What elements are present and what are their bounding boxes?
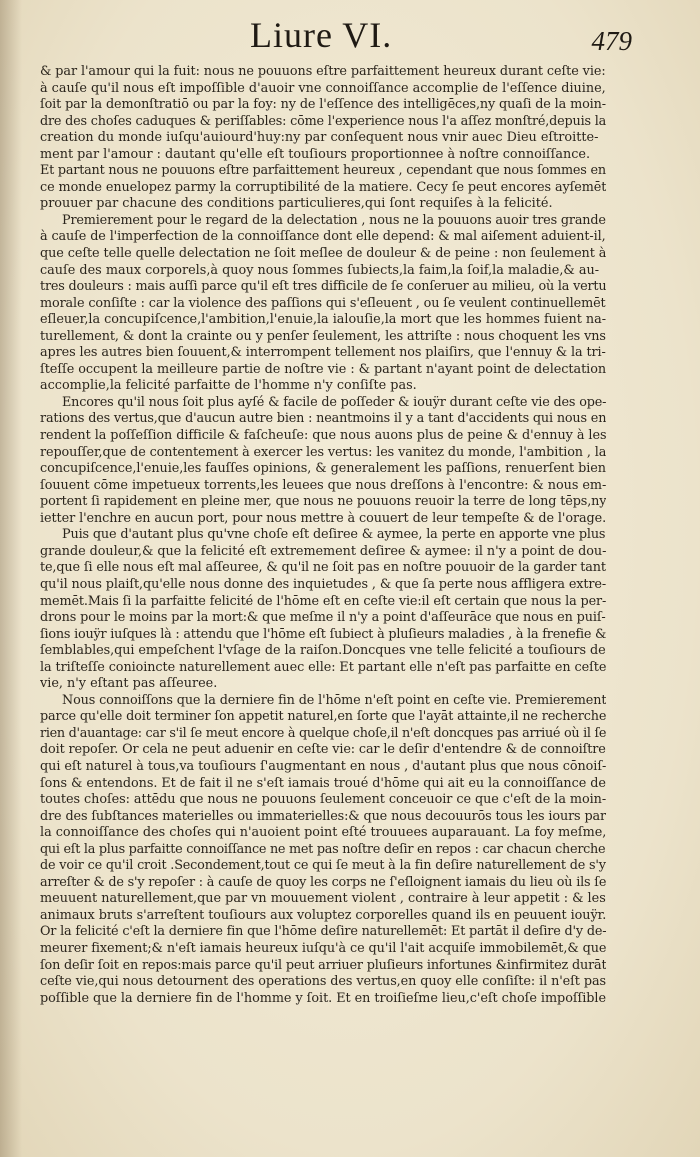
text-line: meuuent naturellement,que par vn mouuement violent , contraire à leur appetit : & les (40, 891, 606, 907)
text-line: portent ſi rapidement en pleine mer, que nous ne pouuons reuoir la terre de long tēps,ny (40, 494, 606, 510)
text-line: repouſſer,que de contentement à exercer les vertus: les vanitez du monde, l'ambition , la (40, 444, 606, 460)
text-line: Et partant nous ne pouuons eſtre parfaittement heureux , cependant que nous ſommes en (40, 163, 606, 179)
text-line: rendent la poſſeſſion difficile & faſcheuſe: que nous auons plus de peine & d'ennuy à les (40, 428, 606, 444)
text-line: eſleuer,la concupiſcence,l'ambition,l'enuie,la ialouſie,la mort que les hommes fuient na- (40, 312, 606, 328)
text-line: doit repoſer. Or cela ne peut aduenir en ceſte vie: car le deſir d'entendre & de connoiſtre (40, 742, 606, 758)
text-line: Puis que d'autant plus qu'vne choſe eſt deſiree & aymee, la perte en apporte vne plus (62, 527, 606, 543)
text-line: prouuer par chacune des conditions particulieres,qui ſont requiſes à la felicité. (40, 196, 553, 212)
text-line: Premierement pour le regard de la delectation , nous ne la pouuons auoir tres grande (62, 212, 606, 228)
text-line: qu'il nous plaiſt,qu'elle nous donne des inquietudes , & que ſa perte nous affligera extre- (40, 576, 606, 592)
text-line: concupiſcence,l'enuie,les fauſſes opinions, & generalement les paſſions, renuerſent bien (40, 461, 606, 477)
text-line: animaux bruts s'arreſtent touſiours aux voluptez corporelles quand ils en peuuent iouÿr. (40, 907, 606, 923)
text-line: ſon deſir ſoit en repos:mais parce qu'il peut arriuer pluſieurs infortunes &infirmitez durāt (40, 957, 606, 973)
page-header (0, 6, 700, 66)
text-line: ſions iouÿr iuſques là : attendu que l'hōme eſt ſubiect à pluſieurs maladies , à la frenefie & (40, 626, 606, 642)
body-text (40, 64, 606, 1007)
text-line: ietter l'enchre en aucun port, pour nous mettre à couuert de leur tempeſte & de l'orage. (40, 510, 606, 526)
running-title: Liure VI. (250, 15, 393, 55)
text-line: & par l'amour qui la fuit: nous ne pouuons eſtre parfaittement heureux durant ceſte vie: (40, 64, 606, 79)
text-line: apres les autres bien ſouuent,& interrompent tellement nos plaiſirs, que l'ennuy & la tri- (40, 345, 606, 361)
text-line: qui eſt naturel à tous,va touſiours ſ'augmentant en nous , d'autant plus que nous cōnoiſ- (40, 758, 606, 774)
text-line: poſſible que la derniere fin de l'homme y ſoit. Et en troiſieſme lieu,c'eſt choſe impoſſible (40, 990, 606, 1006)
text-line: meurer fixement;& n'eſt iamais heureux iuſqu'à ce qu'il l'ait acquiſe immobilemēt,& que (40, 940, 606, 956)
text-line: la triſteſſe conioincte naturellement auec elle: Et partant elle n'eſt pas parfaitte en ceſte (40, 659, 606, 675)
text-line: la connoiſſance des choſes qui n'auoient point eſté trouuees auparauant. La foy meſme, (40, 825, 606, 841)
text-line: rations des vertus,que d'aucun autre bien : neantmoins il y a tant d'accidents qui nous en (40, 411, 606, 427)
text-line: drons pour le moins par la mort:& que meſme il n'y a point d'aſſeurāce que nous en puiſ- (40, 610, 606, 626)
text-line: creation du monde iuſqu'auiourd'huy:ny par conſequent nous vnir auec Dieu eſtroitte- (40, 130, 599, 146)
text-line: à cauſe de l'imperfection de la connoiſſance dont elle depend: & mal aiſement aduient-il, (40, 229, 606, 245)
text-line: qui eſt la plus parfaitte connoiſſance ne met pas noſtre deſir en repos : car chacun cherche (40, 841, 606, 857)
text-line: rien d'auantage: car s'il ſe meut encore à quelque choſe,il n'eſt doncques pas arriué où il ſe (40, 725, 606, 741)
text-line: dre des choſes caduques & periſſables: cōme l'experience nous l'a aſſez monſtré,depuis la (40, 113, 606, 129)
text-line: vie, n'y eſtant pas aſſeuree. (40, 676, 218, 692)
text-line: ſouuent cōme impetueux torrents,les leuees que nous dreſſons à l'encontre: & nous em- (40, 477, 606, 493)
text-line: ſteſſe occupent la meilleure partie de noſtre vie : & partant n'ayant point de delectation (40, 361, 606, 377)
text-line: ce monde enuelopez parmy la corruptibilité de la matiere. Cecy ſe peut encores ayſemēt (40, 179, 606, 195)
text-line: arreſter & de s'y repoſer : à cauſe de quoy les corps ne ſ'eſloignent iamais du lieu où ils ſe (40, 874, 606, 890)
text-line: que ceſte telle quelle delectation ne ſoit meſlee de douleur & de peine : non ſeulement à (40, 246, 606, 262)
text-line: cauſe des maux corporels,à quoy nous ſommes ſubiects,la faim,la ſoif,la maladie,& au- (40, 262, 600, 278)
text-line: morale conſiſte : car la violence des paſſions qui s'eſleuent , ou ſe veulent continuellemēt (40, 295, 606, 311)
binding-shadow (0, 0, 22, 1157)
page-number: 479 (591, 26, 632, 56)
text-line: Encores qu'il nous ſoit plus ayſé & facile de poſſeder & iouÿr durant ceſte vie des ope- (62, 394, 606, 410)
text-line: grande douleur,& que la felicité eſt extremement deſiree & aymee: il n'y a point de dou- (40, 543, 606, 559)
text-line: te,que ſi elle nous eſt mal aſſeuree, & qu'il ne ſoit pas en noſtre pouuoir de la garder tant (40, 560, 606, 576)
text-line: ſoit par la demonſtratiō ou par la foy: ny de l'eſſence des intelligēces,ny quaſi de la moin- (40, 97, 606, 113)
text-line: ceſte vie,qui nous detournent des operations des vertus,en quoy elle conſiſte: il n'eſt pas (40, 974, 606, 990)
text-line: parce qu'elle doit terminer ſon appetit naturel,en ſorte que l'ayāt attainte,il ne recherche (40, 709, 606, 725)
text-line: ment par l'amour : dautant qu'elle eſt touſiours proportionnee à noſtre connoiſſance. (40, 146, 591, 162)
text-line: de voir ce qu'il croit .Secondement,tout ce qui ſe meut à la fin deſire naturellement de s'y (40, 858, 606, 874)
text-line: turellement, & dont la crainte ou y penſer ſeulement, les attriſte : nous choquent les vns (40, 328, 606, 344)
text-line: toutes choſes: attēdu que nous ne pouuons ſeulement conceuoir ce que c'eſt de la moin- (40, 792, 606, 808)
text-line: tres douleurs : mais auſſi parce qu'il eſt tres difficile de ſe conſeruer au milieu, où la vertu (40, 279, 606, 295)
text-line: à cauſe qu'il nous eſt impoſſible d'auoir vne connoiſſance accomplie de l'eſſence diuine, (40, 80, 606, 96)
text-line: dre des ſubſtances materielles ou immaterielles:& que nous decouurōs tous les iours par (40, 808, 606, 824)
text-line: ſons & entendons. Et de fait il ne s'eſt iamais troué d'hōme qui ait eu la connoiſſance de (40, 775, 606, 791)
text-line: Or la felicité c'eſt la derniere fin que l'hōme deſire naturellemēt: Et partāt il deſire d'y de- (40, 924, 606, 940)
text-line: ſemblables,qui empeſchent l'vſage de la raiſon.Doncques vne telle felicité a touſiours de (40, 643, 606, 659)
text-line: accomplie,la felicité parfaitte de l'homme n'y conſiſte pas. (40, 378, 417, 394)
text-line: memēt.Mais ſi la parfaitte felicité de l'hōme eſt en ceſte vie:il eſt certain que nous la per- (40, 593, 606, 609)
text-line: Nous connoiſſons que la derniere fin de l'hōme n'eſt point en ceſte vie. Premierement (62, 692, 606, 708)
